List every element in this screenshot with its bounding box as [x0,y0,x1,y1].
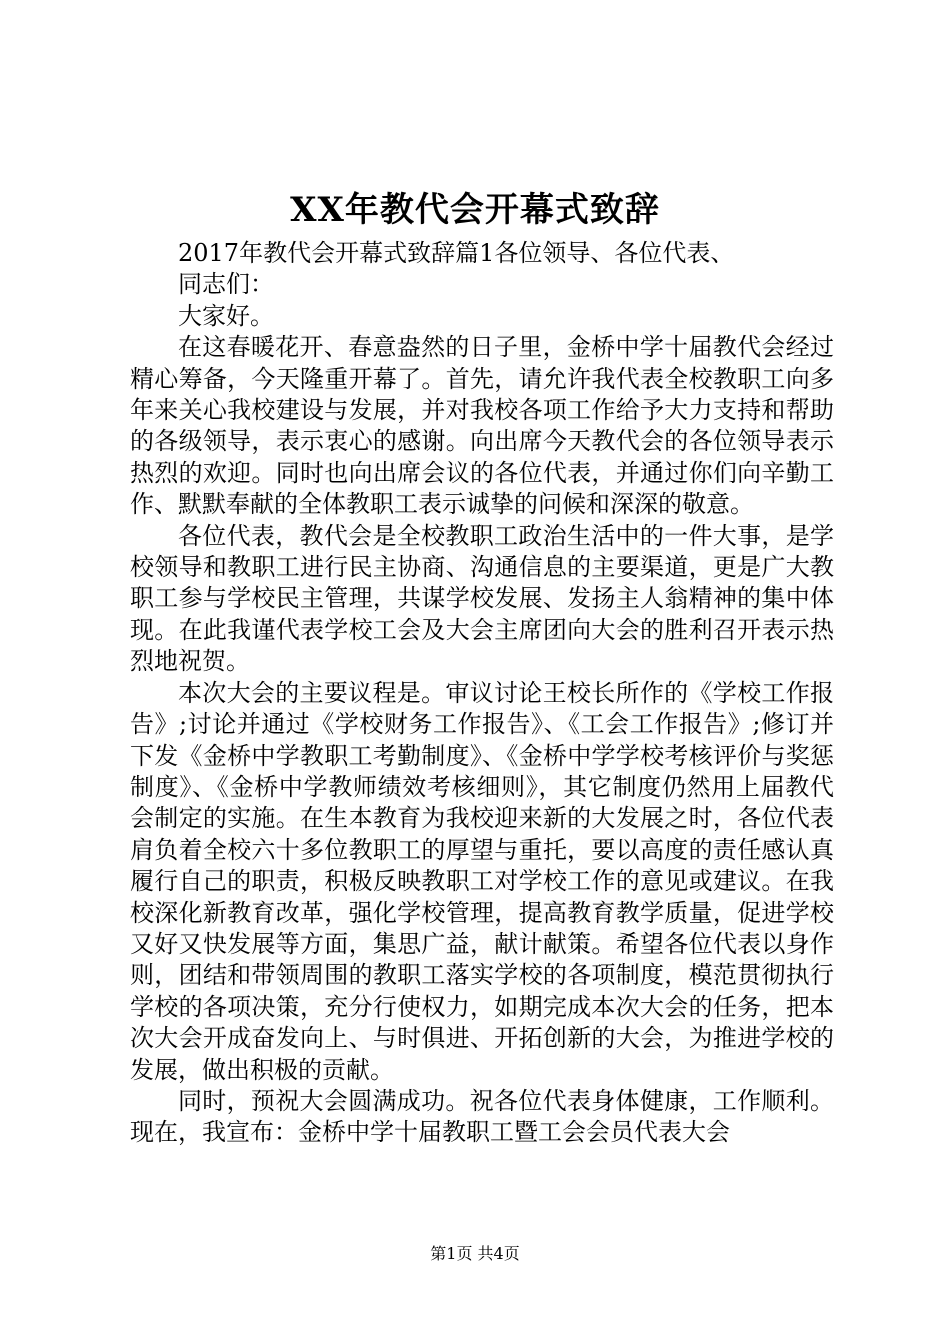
paragraph: 本次大会的主要议程是。审议讨论王校长所作的《学校工作报告》;讨论并通过《学校财务工作报告》、《工会工作报告》;修订并下发《金桥中学教职工考勤制度》、《金桥中学学校考核评价与奖惩制度》、《金桥中学教师绩效考核细则》，其它制度仍然用上届教代会制定的实施。在生本教育为我校迎来新的大发展之时，各位代表肩负着全校六十多位教职工的厚望与重托，要以高度的责任感认真履行自己的职责，积极反映教职工对学校工作的意见或建议。在我校深化新教育改革，强化学校管理，提高教育教学质量，促进学校又好又快发展等方面，集思广益，献计献策。希望各位代表以身作则，团结和带领周围的教职工落实学校的各项制度，模范贯彻执行学校的各项决策，充分行使权力，如期完成本次大会的任务，把本次大会开成奋发向上、与时俱进、开拓创新的大会，为推进学校的发展，做出积极的贡献。 [130,678,834,1084]
paragraph: 同时，预祝大会圆满成功。祝各位代表身体健康，工作顺利。现在，我宣布：金桥中学十届教职工暨工会会员代表大会 [130,1086,834,1147]
paragraph: 各位代表，教代会是全校教职工政治生活中的一件大事，是学校领导和教职工进行民主协商、沟通信息的主要渠道，更是广大教职工参与学校民主管理，共谋学校发展、发扬主人翁精神的集中体现。在此我谨代表学校工会及大会主席团向大会的胜利召开表示热烈地祝贺。 [130,521,834,676]
paragraph: 在这春暖花开、春意盎然的日子里，金桥中学十届教代会经过精心筹备，今天隆重开幕了。首先，请允许我代表全校教职工向多年来关心我校建设与发展，并对我校各项工作给予大力支持和帮助的各级领导，表示衷心的感谢。向出席今天教代会的各位领导表示热烈的欢迎。同时也向出席会议的各位代表，并通过你们向辛勤工作、默默奉献的全体教职工表示诚挚的问候和深深的敬意。 [130,333,834,519]
page-footer: 第1页 共4页 [430,1244,520,1263]
document-title: XX年教代会开幕式致辞 [290,190,660,230]
paragraph: 2017年教代会开幕式致辞篇1各位领导、各位代表、 [178,239,735,267]
document-body [130,238,834,1149]
paragraph: 大家好。 [178,301,274,330]
paragraph: 同志们： [178,270,274,299]
